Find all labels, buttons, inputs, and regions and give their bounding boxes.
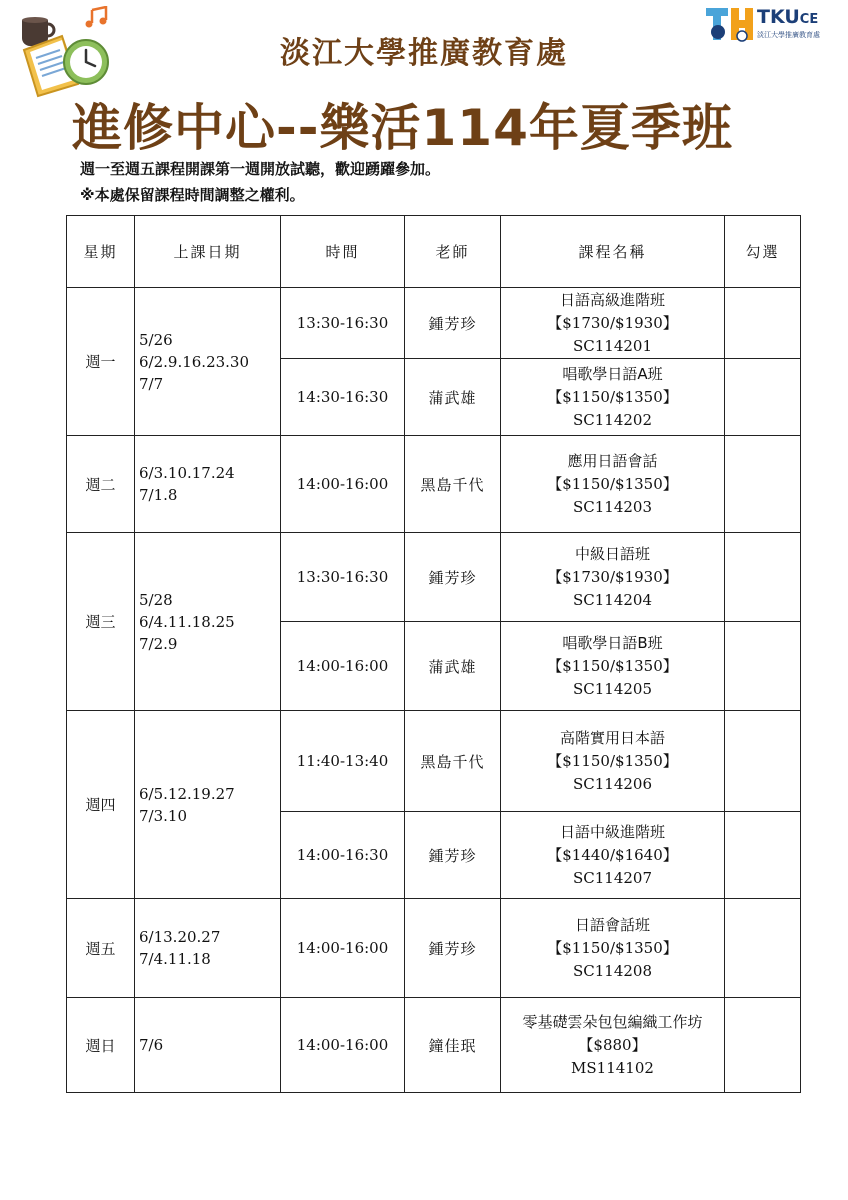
teacher-cell: 鐘佳珉 <box>405 998 501 1093</box>
teacher-cell: 鍾芳珍 <box>405 533 501 622</box>
course-cell <box>501 436 725 533</box>
date-line: 6/5.12.19.27 <box>139 784 235 803</box>
dates-cell <box>135 436 281 533</box>
course-price: 【$1150/$1350】 <box>547 656 678 675</box>
course-code: SC114207 <box>572 868 652 887</box>
course-cell <box>501 288 725 359</box>
time-cell: 11:40-13:40 <box>281 711 405 812</box>
header-course: 課程名稱 <box>501 216 725 288</box>
date-line: 6/3.10.17.24 <box>139 464 235 482</box>
course-cell <box>501 812 725 899</box>
time-cell: 14:00-16:00 <box>281 436 405 533</box>
course-schedule-table <box>66 215 801 1093</box>
check-cell[interactable] <box>725 899 801 998</box>
teacher-cell: 鍾芳珍 <box>405 812 501 899</box>
date-line: 7/4.11.18 <box>139 950 211 968</box>
organization-title: 淡江大學推廣教育處 <box>280 36 568 71</box>
table-row <box>67 711 801 812</box>
course-price: 【$1730/$1930】 <box>547 567 678 586</box>
date-line: 7/1.8 <box>139 486 178 504</box>
course-code: SC114206 <box>572 774 652 793</box>
course-name: 零基礎雲朵包包編織工作坊 <box>522 1012 703 1031</box>
course-name: 日語高級進階班 <box>559 290 665 309</box>
day-cell: 週一 <box>67 288 135 436</box>
date-line: 7/2.9 <box>139 634 178 653</box>
check-cell[interactable] <box>725 533 801 622</box>
time-cell: 14:00-16:00 <box>281 899 405 998</box>
time-cell: 14:00-16:00 <box>281 622 405 711</box>
dates-cell <box>135 533 281 711</box>
course-price: 【$1730/$1930】 <box>547 313 678 332</box>
teacher-cell: 黑島千代 <box>405 711 501 812</box>
teacher-cell: 鍾芳珍 <box>405 899 501 998</box>
course-price: 【$1150/$1350】 <box>547 751 678 770</box>
check-cell[interactable] <box>725 359 801 436</box>
check-cell[interactable] <box>725 812 801 899</box>
date-line: 6/13.20.27 <box>139 928 221 946</box>
course-code: SC114208 <box>572 961 652 980</box>
teacher-cell: 鍾芳珍 <box>405 288 501 359</box>
date-line: 7/3.10 <box>139 806 187 825</box>
dates-cell <box>135 899 281 998</box>
day-cell: 週四 <box>67 711 135 899</box>
date-line: 5/26 <box>139 330 173 349</box>
check-cell[interactable] <box>725 436 801 533</box>
course-code: SC114202 <box>572 410 652 429</box>
date-line: 7/7 <box>139 374 164 393</box>
course-cell <box>501 899 725 998</box>
time-cell: 14:00-16:30 <box>281 812 405 899</box>
header-check: 勾選 <box>725 216 801 288</box>
course-code: SC114204 <box>572 590 652 609</box>
date-line: 6/2.9.16.23.30 <box>139 352 250 371</box>
teacher-cell: 蒲武雄 <box>405 622 501 711</box>
check-cell[interactable] <box>725 998 801 1093</box>
check-cell[interactable] <box>725 711 801 812</box>
header-teacher: 老師 <box>405 216 501 288</box>
dates-cell <box>135 998 281 1093</box>
logo-suffix: CE <box>799 12 819 27</box>
date-line: 6/4.11.18.25 <box>139 612 235 631</box>
rights-notice: ※本處保留課程時間調整之權利。 <box>80 186 305 204</box>
course-cell <box>501 622 725 711</box>
logo-text: TKU <box>757 6 800 28</box>
course-price: 【$1150/$1350】 <box>547 938 678 957</box>
date-line: 5/28 <box>139 590 173 609</box>
course-price: 【$1150/$1350】 <box>547 474 678 493</box>
day-cell: 週五 <box>67 899 135 998</box>
page-title: 進修中心--樂活114年夏季班 <box>72 99 733 157</box>
course-cell <box>501 533 725 622</box>
course-name: 中級日語班 <box>574 544 650 563</box>
teacher-cell: 蒲武雄 <box>405 359 501 436</box>
course-code: MS114102 <box>571 1058 654 1077</box>
course-cell <box>501 359 725 436</box>
date-line: 7/6 <box>139 1036 164 1054</box>
day-cell: 週三 <box>67 533 135 711</box>
teacher-cell: 黑島千代 <box>405 436 501 533</box>
dates-cell <box>135 711 281 899</box>
course-code: SC114203 <box>572 497 652 516</box>
course-price: 【$880】 <box>578 1035 647 1054</box>
table-row <box>67 899 801 998</box>
course-name: 唱歌學日語A班 <box>562 364 663 383</box>
check-cell[interactable] <box>725 622 801 711</box>
course-code: SC114205 <box>572 679 652 698</box>
time-cell: 13:30-16:30 <box>281 533 405 622</box>
table-row <box>67 436 801 533</box>
check-cell[interactable] <box>725 288 801 359</box>
table-row <box>67 288 801 359</box>
header-dates: 上課日期 <box>135 216 281 288</box>
time-cell: 13:30-16:30 <box>281 288 405 359</box>
course-price: 【$1150/$1350】 <box>547 387 678 406</box>
course-price: 【$1440/$1640】 <box>547 845 678 864</box>
header-day: 星期 <box>67 216 135 288</box>
course-name: 日語中級進階班 <box>559 822 665 841</box>
time-cell: 14:30-16:30 <box>281 359 405 436</box>
table-row <box>67 998 801 1093</box>
music-note-icon <box>86 7 107 28</box>
course-name: 日語會話班 <box>574 915 650 934</box>
time-cell: 14:00-16:00 <box>281 998 405 1093</box>
header-time: 時間 <box>281 216 405 288</box>
course-cell <box>501 998 725 1093</box>
table-header-row <box>67 216 801 288</box>
course-name: 唱歌學日語B班 <box>562 633 663 652</box>
course-code: SC114201 <box>572 336 652 355</box>
course-cell <box>501 711 725 812</box>
trial-notice: 週一至週五課程開課第一週開放試聽，歡迎踴躍參加。 <box>80 160 441 178</box>
day-cell: 週日 <box>67 998 135 1093</box>
course-name: 高階實用日本語 <box>559 728 665 747</box>
table-row <box>67 533 801 622</box>
day-cell: 週二 <box>67 436 135 533</box>
course-name: 應用日語會話 <box>567 451 658 470</box>
logo-caption: 淡江大學推廣教育處 <box>757 31 820 39</box>
dates-cell <box>135 288 281 436</box>
